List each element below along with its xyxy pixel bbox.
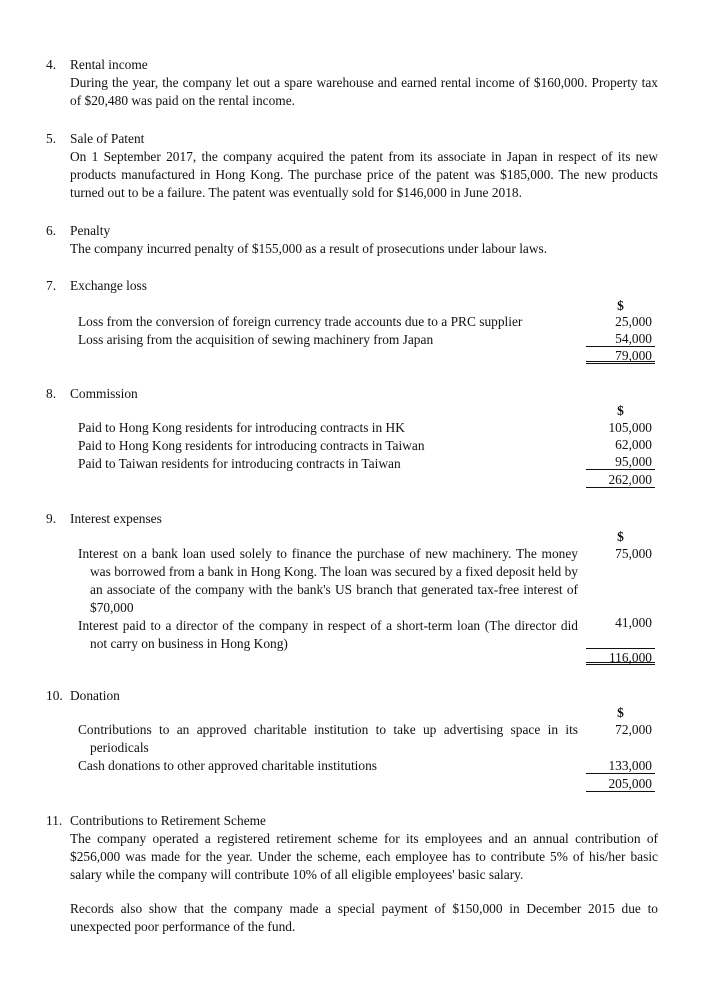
section-paragraph: During the year, the company let out a spare warehouse and earned rental income of $160,000. Property tax of $20,480 was paid on the rental income. [70, 75, 658, 108]
line-item-text: Paid to Taiwan residents for introducing contracts in Taiwan [78, 456, 401, 471]
section-paragraph: The company incurred penalty of $155,000 as a result of prosecutions under labour laws. [70, 241, 548, 256]
line-item-text: Loss arising from the acquisition of sewing machinery from Japan [78, 332, 434, 347]
section-title: Rental income [70, 57, 148, 72]
line-item-amount: 72,000 [615, 722, 652, 737]
section-penalty [46, 222, 658, 258]
interest-items [78, 545, 578, 653]
section-title: Contributions to Retirement Scheme [70, 813, 266, 828]
section-number: 9. [46, 511, 57, 526]
line-item-amount: 95,000 [586, 453, 655, 470]
section-title: Interest expenses [70, 511, 162, 526]
line-item-text: Paid to Hong Kong residents for introducing contracts in HK [78, 420, 405, 435]
section-number: 6. [46, 223, 57, 238]
line-item-amount: 105,000 [608, 420, 652, 435]
currency-header: $ [617, 529, 624, 544]
section-sale-of-patent [46, 130, 658, 202]
line-item-text: Loss from the conversion of foreign currency trade accounts due to a PRC supplier [78, 314, 523, 329]
section-title: Exchange loss [70, 278, 147, 293]
section-heading [46, 687, 658, 705]
section-number: 10. [46, 688, 63, 703]
line-item-amount: 25,000 [615, 314, 652, 329]
section-heading [46, 385, 658, 403]
section-heading [46, 56, 658, 74]
total-amount: 116,000 [586, 648, 655, 665]
section-paragraph: The company operated a registered retirement scheme for its employees and an annual contribution of $256,000 was made for the year. Under the scheme, each employee has to contribute 5% of his/her basic salary while the company will contribute 10% of all eligible employees' basic salary. [70, 831, 658, 882]
total-amount: 262,000 [586, 471, 655, 488]
section-donation [46, 687, 658, 705]
section-rental-income [46, 56, 658, 110]
total-amount: 79,000 [586, 348, 655, 364]
currency-header: $ [617, 705, 624, 720]
total-amount: 205,000 [586, 775, 655, 792]
line-item-text: Interest paid to a director of the company in respect of a short-term loan (The director did not carry on business in Hong Kong) [78, 618, 578, 651]
line-item-amount: 62,000 [615, 437, 652, 452]
line-item-amount: 54,000 [586, 330, 655, 347]
section-paragraph: Records also show that the company made a special payment of $150,000 in December 2015 due to unexpected poor performance of the fund. [70, 901, 658, 934]
section-commission [46, 385, 658, 403]
section-exchange-loss [46, 277, 658, 295]
exchange-loss-amounts [586, 313, 655, 369]
section-heading [46, 277, 658, 295]
currency-header: $ [617, 403, 624, 418]
section-title: Sale of Patent [70, 131, 145, 146]
section-heading [46, 222, 658, 240]
exchange-loss-items [78, 313, 578, 349]
interest-amounts [586, 545, 655, 670]
donation-items [78, 721, 578, 775]
donation-amounts [586, 721, 655, 796]
section-title: Donation [70, 688, 120, 703]
section-paragraph: On 1 September 2017, the company acquired the patent from its associate in Japan in respect of its new products manufactured in Hong Kong. The purchase price of the patent was $185,000. The new products turned out to be a failure. The patent was eventually sold for $146,000 in June 2018. [70, 149, 658, 200]
section-number: 8. [46, 386, 57, 401]
commission-items [78, 419, 578, 473]
line-item-text: Interest on a bank loan used solely to finance the purchase of new machinery. The money was borrowed from a bank in Hong Kong. The loan was secured by a fixed deposit held by an associate of the company with the bank's US branch that generated tax-free interest of $70,000 [78, 546, 578, 615]
section-interest-expenses [46, 510, 658, 528]
section-number: 7. [46, 278, 57, 293]
section-retirement-scheme [46, 812, 658, 936]
section-title: Commission [70, 386, 138, 401]
line-item-text: Cash donations to other approved charitable institutions [78, 758, 378, 773]
commission-amounts [586, 419, 655, 493]
currency-header: $ [617, 298, 624, 313]
line-item-amount: 133,000 [586, 757, 655, 774]
line-item-amount: 75,000 [615, 546, 652, 561]
section-number: 5. [46, 131, 57, 146]
line-item-text: Contributions to an approved charitable institution to take up advertising space in its periodicals [78, 722, 578, 755]
section-heading [46, 130, 658, 148]
section-number: 4. [46, 57, 57, 72]
section-heading [46, 812, 658, 830]
section-title: Penalty [70, 223, 111, 238]
line-item-amount: 41,000 [615, 615, 652, 630]
line-item-text: Paid to Hong Kong residents for introducing contracts in Taiwan [78, 438, 425, 453]
section-heading [46, 510, 658, 528]
section-number: 11. [46, 813, 63, 828]
